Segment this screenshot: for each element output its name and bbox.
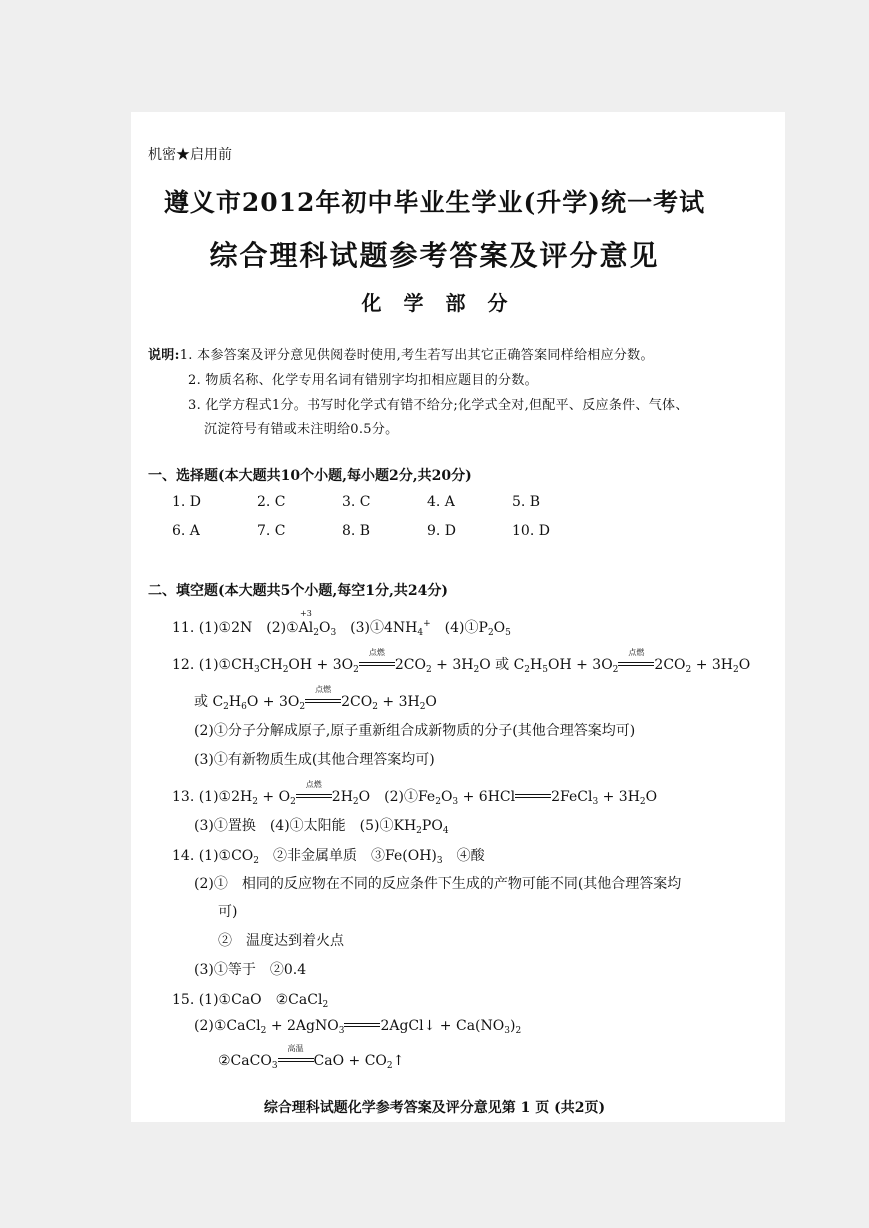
answer-2: 2. C bbox=[257, 494, 286, 510]
answer-1: 1. D bbox=[172, 494, 202, 510]
answer-10: 10. D bbox=[512, 523, 550, 539]
q14-answer-1: 14. $(1)①CO_2$ ②非金属单质 $③Fe(OH)_3$ ④酸 bbox=[172, 848, 485, 866]
subject-title: 化学部分 bbox=[361, 291, 530, 315]
page-footer: 综合理科试题化学参考答案及评分意见第 1 页 (共2页) bbox=[263, 1100, 606, 1116]
section2-heading: 二、填空题(本大题共5个小题,每空1分,共24分) bbox=[148, 583, 448, 599]
q14-answer-2a: (2)① 相同的反应物在不同的反应条件下生成的产物可能不同(其他合理答案均 bbox=[194, 876, 682, 892]
q13-answer-1: 13. $(1)①2H_2 + O_2$ 点燃 $2H_2O$ $(2)①Fe_2O_3 + 6HCl$ 2FeCl$_3$ + $3H_2O$ bbox=[172, 780, 658, 807]
q15-answer-2a: (2)①CaCl$_2$ + 2AgNO$_3$ 2AgCl↓ + $Ca(NO_3)_2$ bbox=[194, 1018, 522, 1036]
q15-answer-1: 15. (1)①CaO ②CaCl$_2$ bbox=[172, 992, 329, 1010]
notes-label: 说明: bbox=[148, 348, 180, 363]
q12-answer-1-alt: 或 $C_2H_6O + 3O_2$ 点燃 $2CO_2 + 3H_2O$ bbox=[194, 685, 437, 712]
q11-answer: 11. (1)①2N (2)① +3 $Al_2O_3$ $(3)①4NH_4^+$ $(4)①P_2O_5$ bbox=[172, 609, 511, 638]
q13-answer-3: (3)①置换 (4)①太阳能 $(5)①KH_2PO_4$ bbox=[194, 818, 449, 836]
q14-answer-3: (3)①等于 ②0.4 bbox=[194, 962, 307, 978]
q14-answer-2a-cont: 可) bbox=[218, 904, 238, 920]
q12-answer-3: (3)①有新物质生成(其他合理答案均可) bbox=[194, 752, 435, 768]
q15-answer-2b: ②CaCO$_3$ 高温 CaO + $CO_2↑$ bbox=[218, 1044, 405, 1071]
confidential-label: 机密★启用前 bbox=[148, 147, 232, 163]
notes-item-1: 说明:1. 本参答案及评分意见供阅卷时使用,考生若写出其它正确答案同样给相应分数。 bbox=[148, 348, 654, 363]
q12-answer-1: 12. $(1)①CH_3CH_2OH + 3O_2$ 点燃 $2CO_2 + 3H_2O$ 或 $C_2H_5OH + 3O_2$ 点燃 $2CO_2 + 3H_2O$ bbox=[172, 648, 751, 675]
q12-answer-2: (2)①分子分解成原子,原子重新组合成新物质的分子(其他合理答案均可) bbox=[194, 723, 636, 739]
answer-8: 8. B bbox=[342, 523, 371, 539]
section1-heading: 一、选择题(本大题共10个小题,每小题2分,共20分) bbox=[148, 468, 472, 484]
notes-item-2: 2. 物质名称、化学专用名词有错别字均扣相应题目的分数。 bbox=[188, 373, 538, 388]
answer-3: 3. C bbox=[342, 494, 371, 510]
q14-answer-2b: ② 温度达到着火点 bbox=[218, 933, 344, 949]
answer-9: 9. D bbox=[427, 523, 457, 539]
notes-item-3-cont: 沉淀符号有错或未注明给0.5分。 bbox=[204, 422, 399, 437]
answer-7: 7. C bbox=[257, 523, 286, 539]
exam-title: 遵义市2012年初中毕业生学业(升学)统一考试 bbox=[163, 188, 706, 217]
answer-4: 4. A bbox=[427, 494, 455, 510]
notes-item-3: 3. 化学方程式1分。书写时化学式有错不给分;化学式全对,但配平、反应条件、气体、 bbox=[188, 398, 689, 413]
answer-key-title: 综合理科试题参考答案及评分意见 bbox=[209, 239, 660, 272]
answer-6: 6. A bbox=[172, 523, 200, 539]
answer-5: 5. B bbox=[512, 494, 541, 510]
